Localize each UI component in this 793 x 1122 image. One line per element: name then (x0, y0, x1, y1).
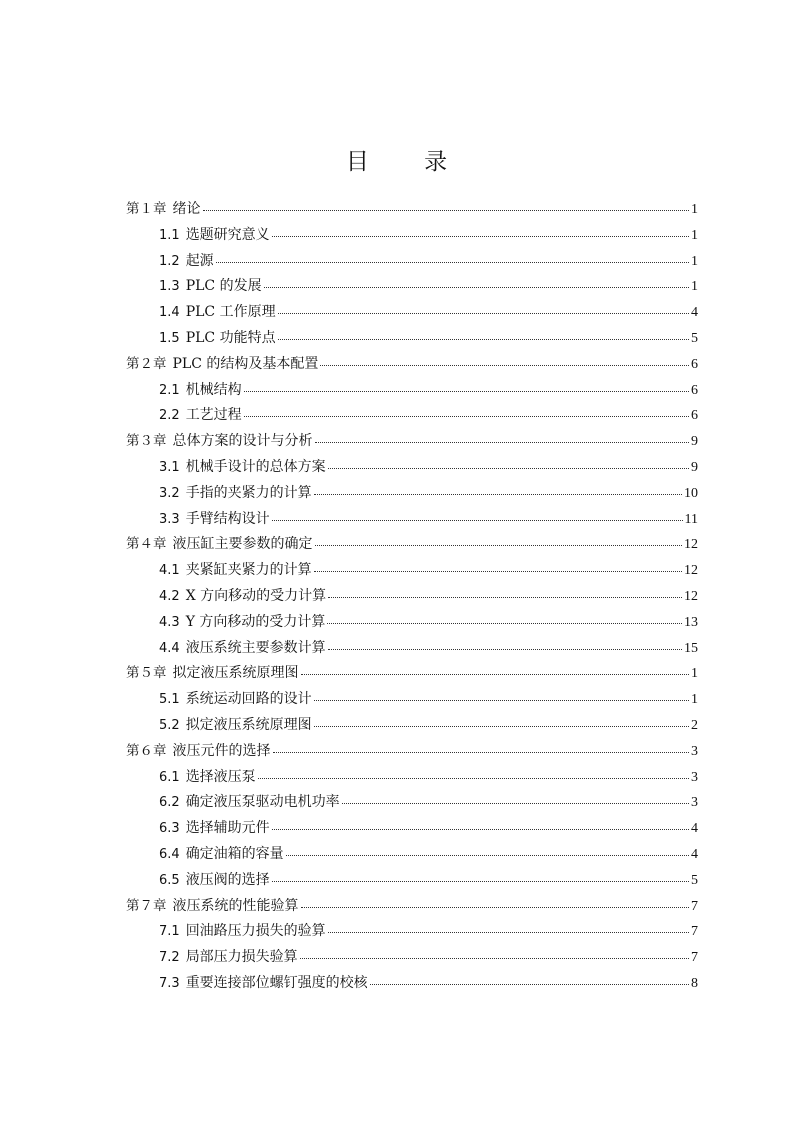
toc-entry-number: 第５章 (126, 665, 167, 682)
toc-section-entry[interactable] (159, 508, 698, 530)
toc-dot-leader (264, 286, 689, 288)
toc-dot-leader (328, 596, 682, 598)
toc-entry-number: 第３章 (126, 433, 167, 450)
toc-dot-leader (272, 519, 683, 521)
toc-section-entry[interactable] (159, 817, 698, 839)
toc-page-number: 6 (691, 356, 698, 372)
toc-section-entry[interactable] (159, 869, 698, 891)
toc-entry-title: 选择辅助元件 (185, 820, 270, 837)
toc-entry-title: 工艺过程 (185, 407, 242, 424)
toc-entry-number: 4.4 (159, 640, 180, 656)
toc-entry-number: 3.3 (159, 511, 180, 527)
toc-dot-leader (315, 441, 690, 443)
toc-entry-title: 拟定液压系统原理图 (172, 665, 299, 682)
toc-entry-number: 5.1 (159, 692, 180, 708)
toc-entry-title: 手指的夹紧力的计算 (185, 484, 312, 501)
toc-chapter-entry[interactable] (126, 353, 698, 375)
toc-dot-leader (203, 209, 690, 211)
toc-chapter-entry[interactable] (126, 198, 698, 220)
toc-entry-number: 第７章 (126, 897, 167, 914)
toc-section-entry[interactable] (159, 482, 698, 504)
toc-section-entry[interactable] (159, 379, 698, 401)
toc-dot-leader (300, 957, 689, 959)
toc-section-entry[interactable] (159, 972, 698, 994)
toc-page-number: 13 (684, 614, 698, 630)
toc-entry-number: 6.3 (159, 821, 180, 837)
toc-section-entry[interactable] (159, 559, 698, 581)
toc-section-entry[interactable] (159, 688, 698, 710)
toc-page-number: 5 (691, 872, 698, 888)
toc-section-entry[interactable] (159, 920, 698, 942)
toc-page-number: 4 (691, 305, 698, 321)
toc-entry-number: 1.2 (159, 253, 180, 269)
toc-dot-leader (342, 802, 689, 804)
toc-chapter-entry[interactable] (126, 740, 698, 762)
toc-page-number: 9 (691, 460, 698, 475)
toc-page-number: 12 (684, 537, 698, 553)
toc-page-number: 6 (691, 382, 698, 398)
toc-entry-title: 机械手设计的总体方案 (185, 459, 326, 475)
toc-entry-title: 重要连接部位螺钉强度的校核 (185, 975, 368, 991)
toc-page-number: 7 (691, 950, 698, 966)
toc-entry-number: 1.1 (159, 227, 180, 243)
toc-chapter-entry[interactable] (126, 895, 698, 917)
toc-page-number: 3 (691, 743, 698, 759)
toc-section-entry[interactable] (159, 637, 698, 659)
toc-entry-number: 5.2 (159, 718, 180, 733)
toc-chapter-entry[interactable] (126, 662, 698, 684)
toc-entry-number: 4.3 (159, 614, 180, 630)
toc-entry-title: Y 方向移动的受力计算 (185, 613, 326, 630)
toc-entry-number: 第４章 (126, 536, 167, 553)
toc-entry-number: 第６章 (126, 742, 167, 759)
toc-section-entry[interactable] (159, 404, 698, 426)
toc-chapter-entry[interactable] (126, 533, 698, 555)
toc-dot-leader (314, 725, 689, 727)
toc-entry-number: 1.5 (159, 331, 180, 346)
toc-dot-leader (328, 931, 689, 933)
toc-section-entry[interactable] (159, 946, 698, 968)
toc-page-number: 6 (691, 408, 698, 424)
toc-entry-number: 7.3 (159, 976, 180, 991)
toc-page-number: 3 (691, 795, 698, 811)
toc-dot-leader (244, 415, 689, 417)
toc-chapter-entry[interactable] (126, 430, 698, 452)
toc-dot-leader (314, 699, 689, 701)
toc-page-number: 11 (684, 511, 698, 527)
toc-dot-leader (314, 570, 682, 572)
toc-entry-title: X 方向移动的受力计算 (185, 588, 327, 604)
toc-page-number: 1 (691, 279, 698, 295)
toc-page-number: 1 (691, 227, 698, 243)
toc-page-number: 1 (691, 692, 698, 708)
toc-entry-title: 回油路压力损失的验算 (185, 923, 326, 940)
toc-entry-number: 6.4 (159, 847, 180, 862)
toc-entry-number: 3.2 (159, 485, 180, 501)
toc-section-entry[interactable] (159, 456, 698, 478)
toc-title: 目 录 (345, 149, 472, 175)
toc-dot-leader (301, 673, 690, 675)
toc-entry-title: 夹紧缸夹紧力的计算 (185, 562, 312, 579)
toc-dot-leader (328, 467, 689, 469)
toc-entry-title: 确定液压泵驱动电机功率 (185, 794, 340, 811)
toc-entry-number: 1.3 (159, 279, 180, 295)
toc-section-entry[interactable] (159, 714, 698, 736)
toc-page-number: 9 (691, 434, 698, 450)
toc-section-entry[interactable] (159, 224, 698, 246)
toc-entry-title: PLC 工作原理 (185, 304, 276, 321)
toc-entry-title: PLC 的结构及基本配置 (172, 355, 319, 372)
toc-dot-leader (327, 622, 682, 624)
toc-page-number: 15 (684, 640, 698, 656)
toc-page-number: 7 (691, 898, 698, 914)
toc-page-number: 1 (691, 253, 698, 269)
toc-entry-title: PLC 的发展 (185, 278, 262, 295)
toc-dot-leader (272, 828, 689, 830)
toc-entry-number: 4.2 (159, 589, 180, 604)
toc-section-entry[interactable] (159, 327, 698, 349)
toc-entry-title: 液压缸主要参数的确定 (172, 536, 313, 553)
toc-dot-leader (244, 390, 689, 392)
toc-page-number: 1 (691, 666, 698, 682)
toc-dot-leader (328, 648, 682, 650)
toc-page-number: 7 (691, 924, 698, 940)
toc-entry-title: 手臂结构设计 (185, 510, 270, 527)
toc-entry-title: 液压阀的选择 (185, 871, 270, 888)
toc-dot-leader (301, 906, 690, 908)
toc-dot-leader (216, 261, 689, 263)
toc-section-entry[interactable] (159, 275, 698, 297)
toc-entry-title: 选择液压泵 (185, 768, 256, 785)
toc-section-entry[interactable] (159, 766, 698, 788)
toc-entry-title: 液压系统主要参数计算 (185, 639, 326, 656)
toc-dot-leader (286, 854, 689, 856)
toc-entry-title: 确定油箱的容量 (185, 846, 284, 862)
toc-page-number: 5 (691, 331, 698, 346)
toc-dot-leader (320, 364, 689, 366)
toc-page-number: 12 (684, 563, 698, 579)
toc-section-entry[interactable] (159, 791, 698, 813)
toc-page-number: 10 (684, 485, 698, 501)
toc-dot-leader (314, 493, 682, 495)
toc-entry-number: 6.1 (159, 769, 180, 785)
toc-entry-title: 局部压力损失验算 (185, 949, 298, 966)
toc-dot-leader (278, 338, 689, 340)
toc-page-number: 8 (691, 976, 698, 991)
toc-entry-number: 第１章 (126, 201, 167, 217)
toc-entry-number: 6.2 (159, 795, 180, 811)
toc-entry-number: 7.1 (159, 924, 180, 940)
toc-entry-number: 7.2 (159, 950, 180, 966)
toc-entry-title: 总体方案的设计与分析 (172, 433, 313, 450)
toc-section-entry[interactable] (159, 585, 698, 607)
toc-page-number: 4 (691, 821, 698, 837)
toc-entry-number: 6.5 (159, 872, 180, 888)
toc-entry-title: 系统运动回路的设计 (185, 691, 312, 708)
toc-dot-leader (258, 777, 689, 779)
toc-entry-title: 选题研究意义 (185, 226, 270, 243)
toc-entry-title: PLC 功能特点 (185, 330, 276, 346)
toc-entry-title: 机械结构 (185, 381, 242, 398)
toc-entry-title: 起源 (185, 252, 214, 269)
toc-dot-leader (273, 751, 690, 753)
toc-page-number: 2 (691, 718, 698, 733)
toc-page-number: 1 (691, 202, 698, 217)
toc-page-number: 4 (691, 847, 698, 862)
toc-page-number: 12 (684, 589, 698, 604)
toc-entry-number: 1.4 (159, 305, 180, 321)
toc-section-entry[interactable] (159, 301, 698, 323)
toc-section-entry[interactable] (159, 250, 698, 272)
toc-entry-number: 3.1 (159, 460, 180, 475)
toc-entry-number: 2.1 (159, 382, 180, 398)
toc-section-entry[interactable] (159, 843, 698, 865)
toc-entry-number: 4.1 (159, 563, 180, 579)
toc-entry-title: 液压系统的性能验算 (172, 897, 299, 914)
toc-entry-title: 液压元件的选择 (172, 742, 271, 759)
toc-dot-leader (272, 880, 689, 882)
toc-entry-title: 绪论 (172, 201, 201, 217)
toc-entry-title: 拟定液压系统原理图 (185, 717, 312, 733)
toc-dot-leader (278, 312, 689, 314)
toc-entry-number: 2.2 (159, 408, 180, 424)
toc-dot-leader (370, 983, 689, 985)
toc-page-number: 3 (691, 769, 698, 785)
toc-section-entry[interactable] (159, 611, 698, 633)
toc-dot-leader (315, 544, 683, 546)
toc-entry-number: 第２章 (126, 355, 167, 372)
toc-dot-leader (272, 235, 689, 237)
